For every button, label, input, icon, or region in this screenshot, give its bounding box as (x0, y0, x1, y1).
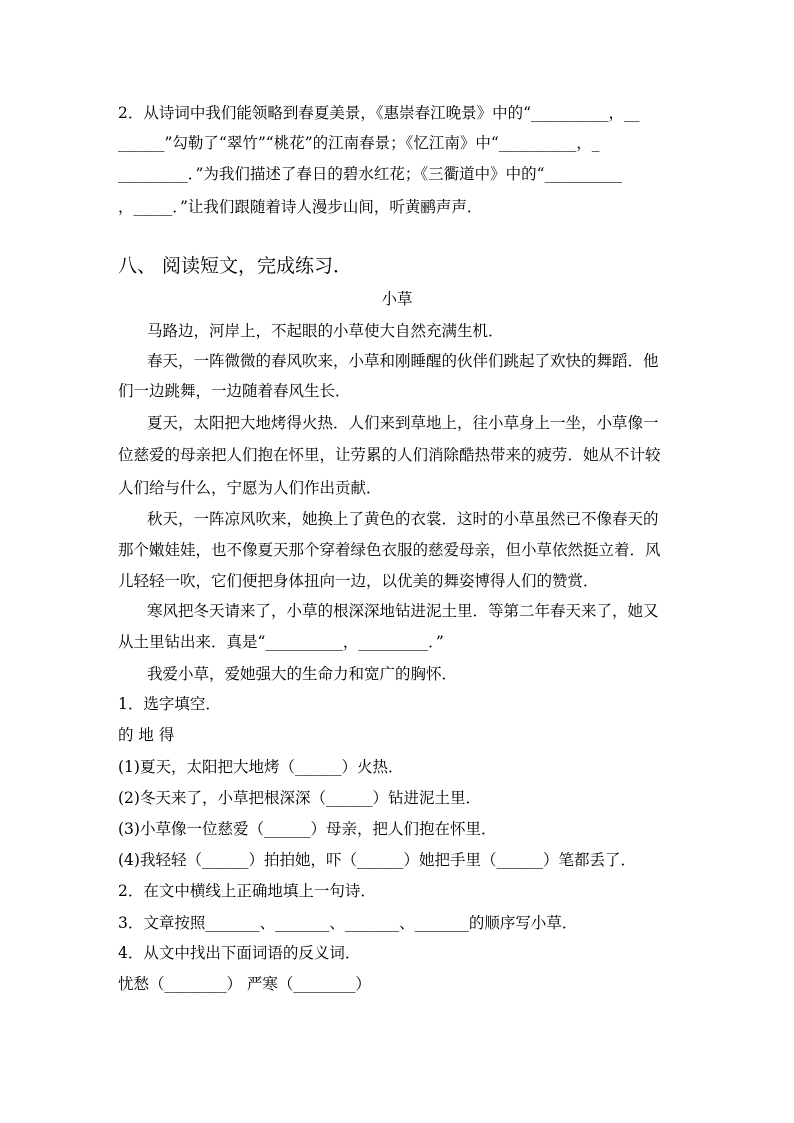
poem-question-line-2: ______”勾勒了“翠竹”“桃花”的江南春景；《忆江南》中“__________，_ (118, 134, 600, 152)
poem-question-line-1: 2．从诗词中我们能领略到春夏美景，《惠崇春江晚景》中的“__________，__ (118, 104, 640, 122)
passage-title: 小草 (381, 290, 413, 308)
question-2: 2．在文中横线上正确地填上一句诗． (118, 882, 376, 900)
section-heading: 八、 阅读短文，完成练习． (118, 255, 353, 277)
question-1-item-3: (3)小草像一位慈爱（______）母亲，把人们抱在怀里． (118, 820, 497, 838)
question-4: 4．从文中找出下面词语的反义词． (118, 944, 361, 962)
poem-question-line-3: _________．”为我们描述了春日的碧水红花；《三衢道中》中的“__________ (118, 165, 623, 183)
antonym-blanks: 忧愁（________） 严寒（________） (118, 975, 371, 993)
question-1-item-1: (1)夏天，太阳把大地烤（______）火热． (118, 758, 404, 776)
passage-line: 我爱小草，爱她强大的生命力和宽广的胸怀． (147, 665, 458, 683)
question-1-item-4: (4)我轻轻（______）拍拍她，吓（______）她把手里（______）笔都丢了． (118, 851, 636, 869)
passage-line: 夏天，太阳把大地烤得火热．人们来到草地上，往小草身上一坐，小草像一 (147, 414, 659, 432)
passage-line: 春天，一阵微微的春风吹来，小草和刚睡醒的伙伴们跳起了欢快的舞蹈．他 (147, 352, 659, 370)
question-1-heading: 1．选字填空． (118, 695, 221, 713)
passage-line: 位慈爱的母亲把人们抱在怀里，让劳累的人们消除酷热带来的疲劳．她从不计较 (118, 446, 661, 464)
word-choices: 的 地 得 (118, 726, 175, 744)
question-1-item-2: (2)冬天来了，小草把根深深（______）钻进泥土里． (118, 789, 481, 807)
passage-line: 们一边跳舞，一边随着春风生长． (118, 382, 351, 400)
passage-line: 从土里钻出来．真是“__________，_________．” (118, 633, 444, 651)
passage-line: 人们给与什么，宁愿为人们作出贡献． (118, 479, 382, 497)
passage-line: 儿轻轻一吹，它们便把身体扭向一边，以优美的舞姿博得人们的赞赏． (118, 572, 599, 590)
passage-line: 寒风把冬天请来了，小草的根深深地钻进泥土里．等第二年春天来了，她又 (147, 602, 659, 620)
poem-question-line-4: ，_____．”让我们跟随着诗人漫步山间，听黄鹂声声． (118, 198, 483, 216)
passage-line: 马路边，河岸上，不起眼的小草使大自然充满生机． (147, 322, 504, 340)
passage-line: 秋天，一阵凉风吹来，她换上了黄色的衣裳．这时的小草虽然已不像春天的 (147, 510, 659, 528)
passage-line: 那个嫩娃娃，也不像夏天那个穿着绿色衣服的慈爱母亲，但小草依然挺立着．风 (118, 541, 661, 559)
question-3: 3．文章按照_______、_______、_______、_______的顺序写小草． (118, 914, 578, 932)
